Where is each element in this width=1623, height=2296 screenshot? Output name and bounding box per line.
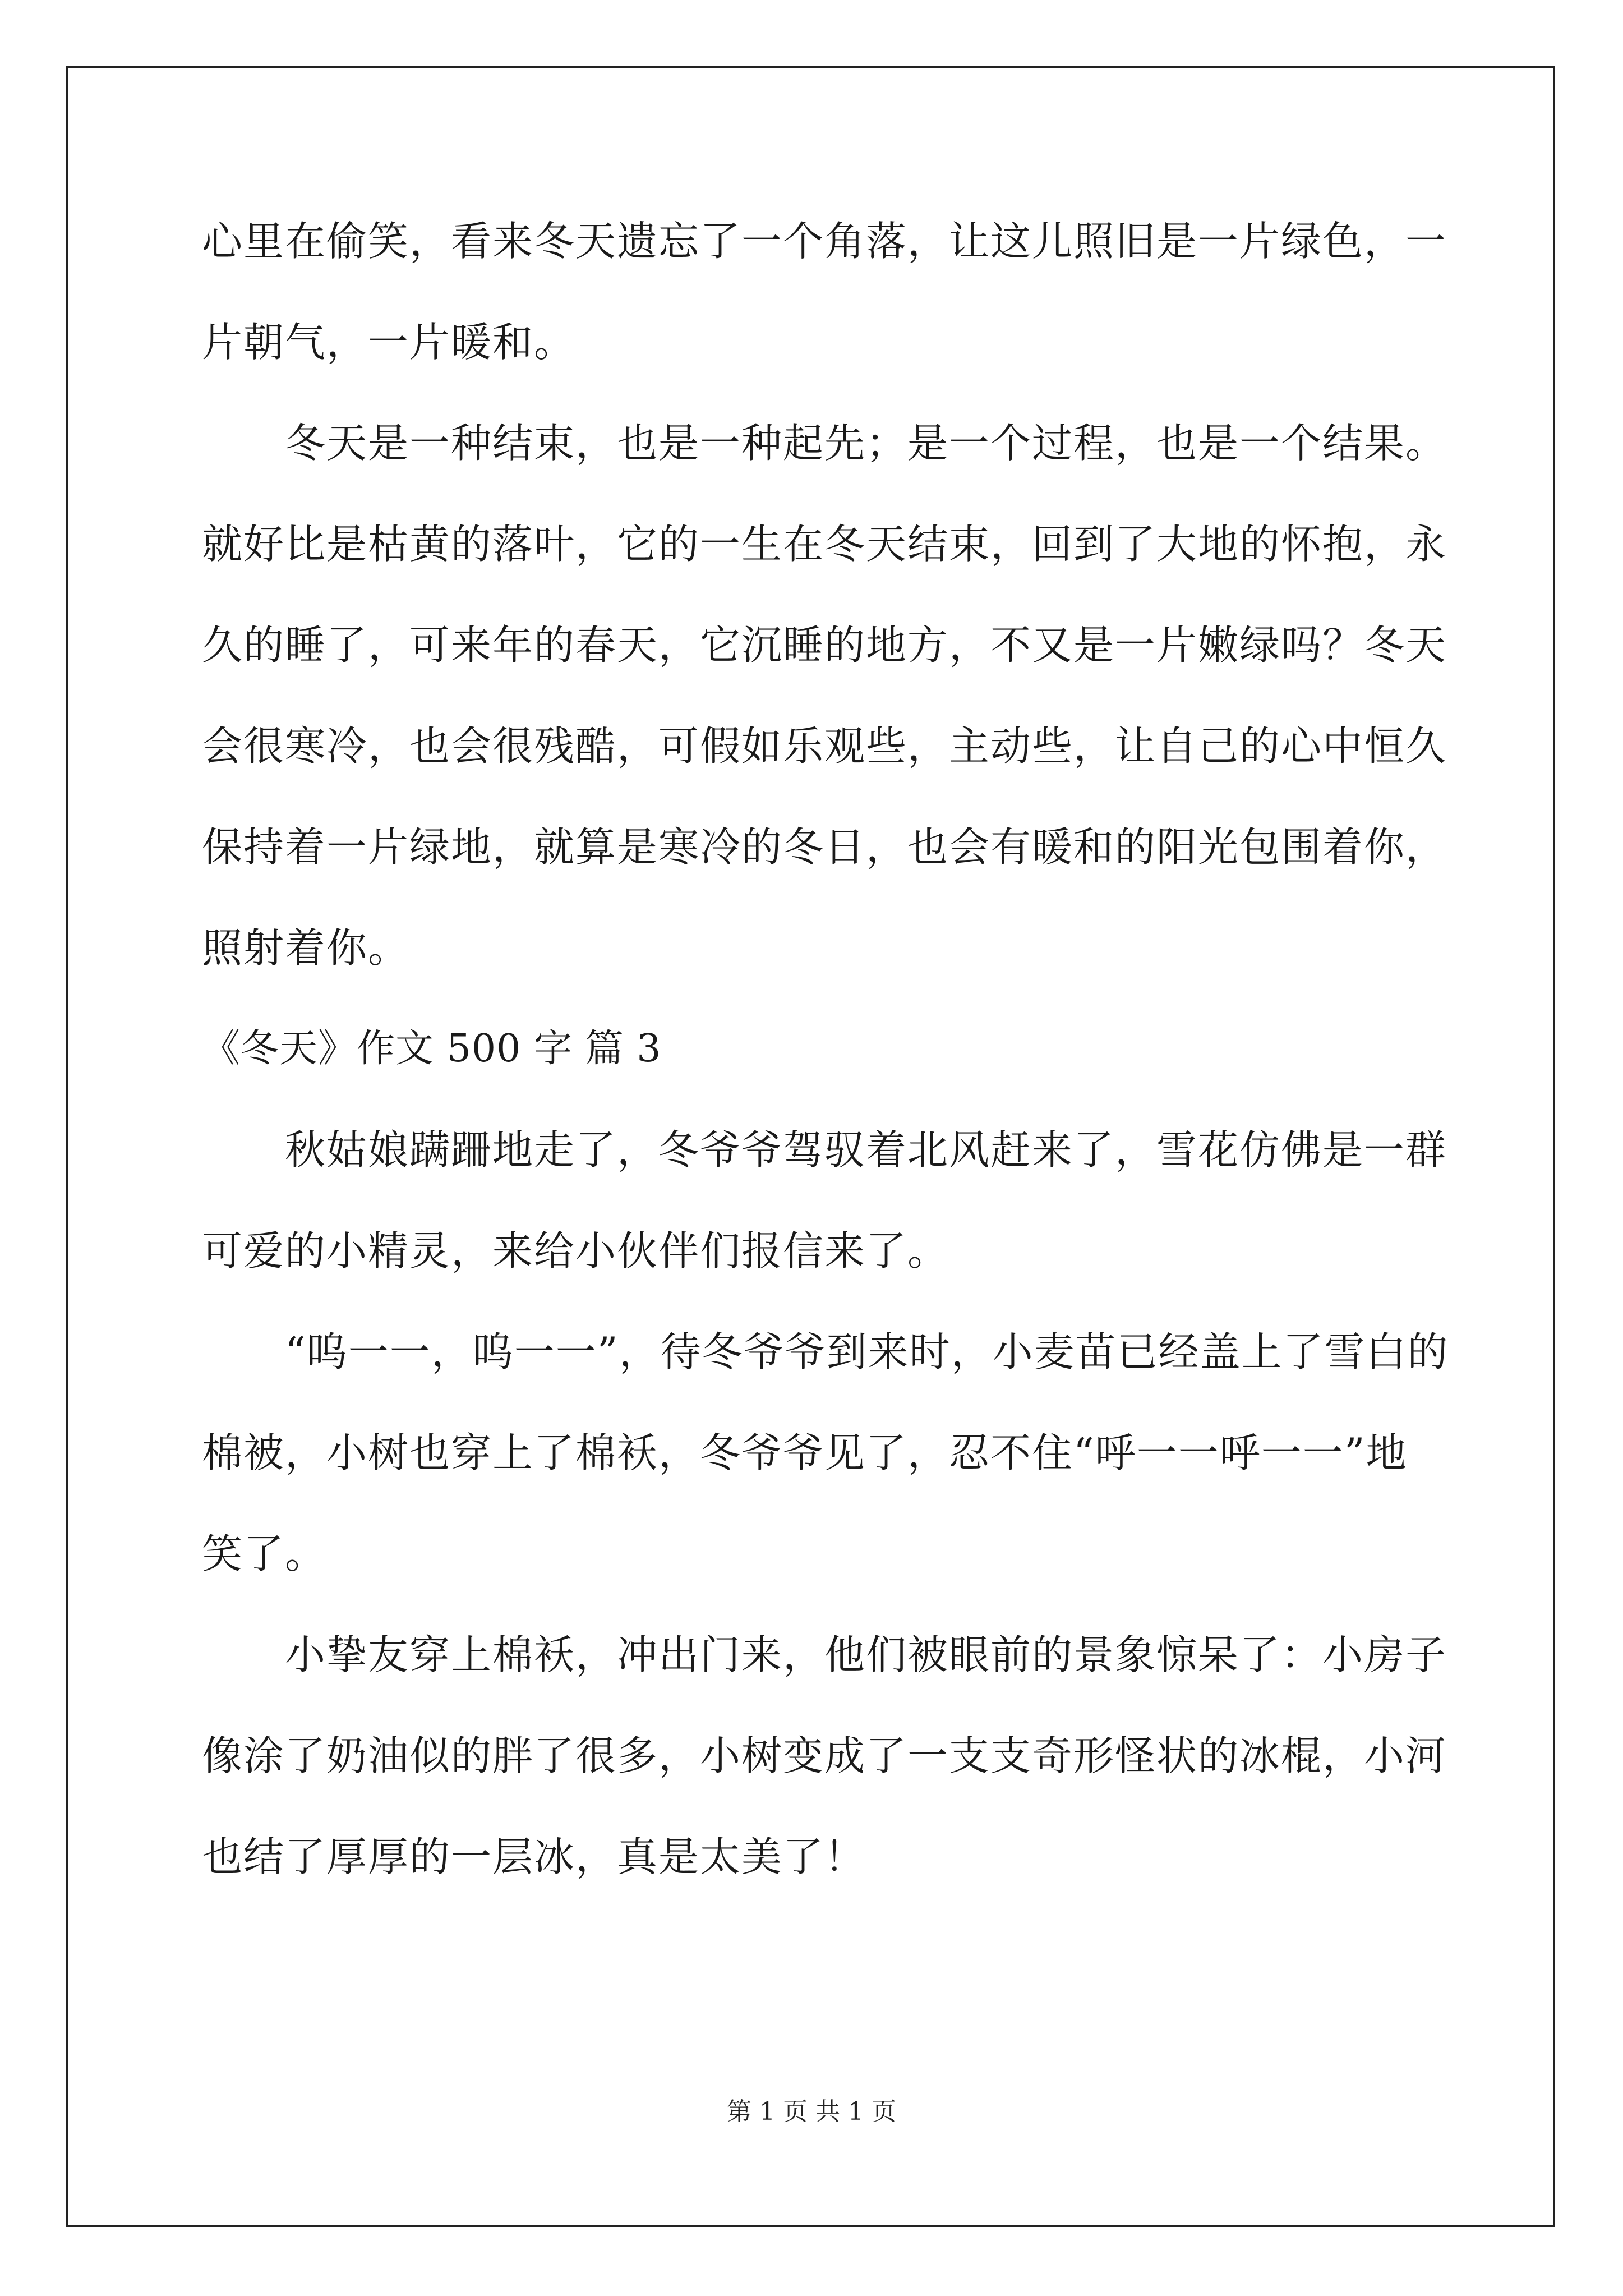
- page-number-footer: 第 1 页 共 1 页: [727, 2097, 896, 2126]
- paragraph-line: 可爱的小精灵，来给小伙伴们报信来了。: [202, 1227, 949, 1274]
- section-heading: 《冬天》作文 500 字 篇 3: [202, 1027, 662, 1071]
- paragraph-line: 心里在偷笑，看来冬天遗忘了一个角落，让这儿照旧是一片绿色，一: [202, 218, 1447, 265]
- paragraph-line: 会很寒冷，也会很残酷，可假如乐观些，主动些，让自己的心中恒久: [202, 723, 1447, 770]
- paragraph-line: 片朝气，一片暖和。: [202, 319, 576, 366]
- paragraph-line: 冬天是一种结束，也是一种起先；是一个过程，也是一个结果。: [285, 420, 1447, 467]
- paragraph-line: 笑了。: [202, 1530, 327, 1577]
- paragraph-line: 小挚友穿上棉袄，冲出门来，他们被眼前的景象惊呆了：小房子: [285, 1631, 1447, 1678]
- paragraph-line: 久的睡了，可来年的春天，它沉睡的地方，不又是一片嫩绿吗？冬天: [202, 622, 1447, 669]
- paragraph-line: 就好比是枯黄的落叶，它的一生在冬天结束，回到了大地的怀抱，永: [202, 521, 1447, 568]
- paragraph-line: 保持着一片绿地，就算是寒冷的冬日，也会有暖和的阳光包围着你，: [202, 823, 1447, 871]
- paragraph-line: 也结了厚厚的一层冰，真是太美了！: [202, 1833, 866, 1880]
- paragraph-line: 秋姑娘蹒跚地走了，冬爷爷驾驭着北风赶来了，雪花仿佛是一群: [285, 1126, 1447, 1174]
- paragraph-line: 像涂了奶油似的胖了很多，小树变成了一支支奇形怪状的冰棍，小河: [202, 1732, 1447, 1779]
- document-body: [202, 191, 1449, 1907]
- paragraph-line: “呜一一，呜一一”，待冬爷爷到来时，小麦苗已经盖上了雪白的: [285, 1328, 1449, 1375]
- paragraph-line: 棉被，小树也穿上了棉袄，冬爷爷见了，忍不住“呼一一呼一一”地: [202, 1429, 1408, 1476]
- paragraph-line: 照射着你。: [202, 924, 410, 972]
